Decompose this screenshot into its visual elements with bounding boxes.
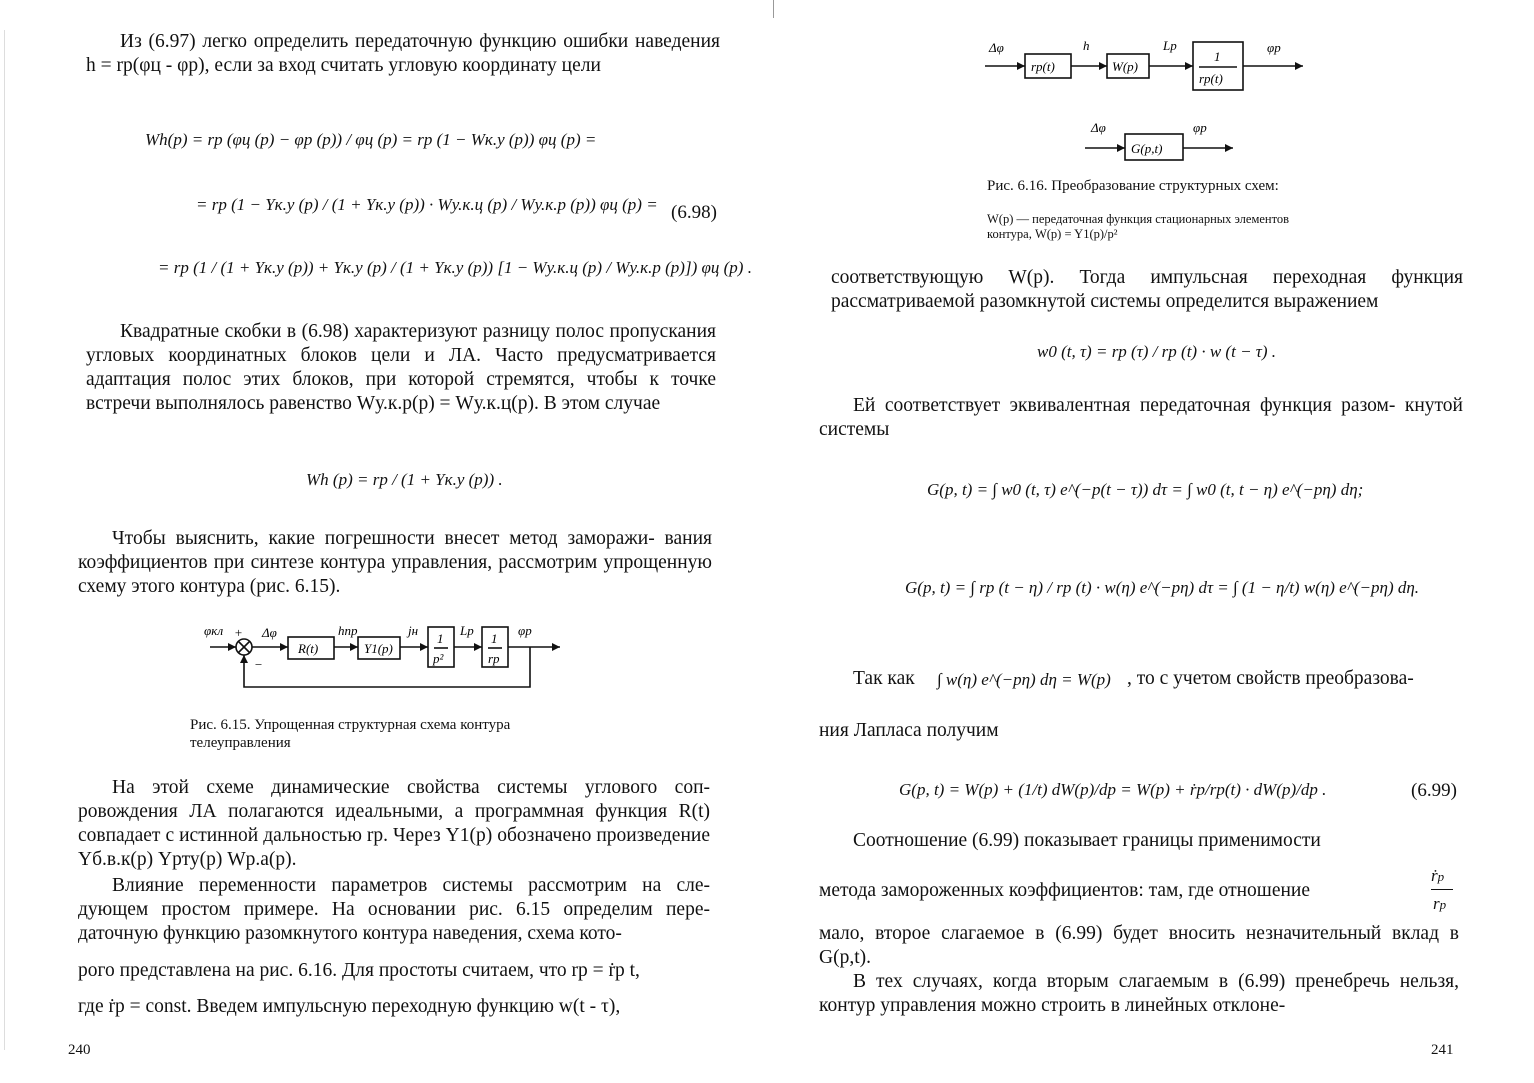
text-block4-num: 1 xyxy=(491,631,498,646)
label-h: h xyxy=(1083,38,1090,53)
caption-6-15: Рис. 6.15. Упрощенная структурная схема контура телеуправления xyxy=(190,717,511,751)
paragraph-cases: В тех случаях, когда вторым слагаемым в (6.99) пренебречь нельзя, контур управления можно строить в линейных отклоне- xyxy=(819,971,1459,1016)
paragraph-freeze: Чтобы выяснить, какие погрешности внесет метод заморажи- вания коэффициентов при синтезе контура управления, рассмотрим упрощенную схему этого контура (рис. 6.15). xyxy=(78,528,712,597)
paragraph-applicability-b: метода замороженных коэффициентов: там, где отношение xyxy=(819,880,1311,901)
ratio-fraction: ṙр xyxy=(1431,866,1445,885)
label-out-b: φр xyxy=(1193,120,1207,135)
equation-g-2: G(p, t) = ∫ rр (t − η) / rр (t) · w(η) e^(−pη) dτ = ∫ (1 − η/t) w(η) e^(−pη) dη. xyxy=(905,578,1420,597)
label-in-b: Δφ xyxy=(1091,120,1106,135)
label-input: φкл xyxy=(204,623,224,638)
ratio-bar xyxy=(1431,889,1453,890)
label-h-np: hпр xyxy=(338,623,358,638)
text-since: Так как xyxy=(853,668,915,689)
label-lp: Lр xyxy=(1163,38,1177,53)
paragraph-scheme: На этой схеме динамические свойства системы углового соп- ровождения ЛА полагаются идеальными, а программная функция R(t) совпадает с истинной дальностью rр. Через Y1(p) обозначено произведение Yб.в.к(p) Yрту(p) Wр.а(p). xyxy=(78,777,710,870)
block-diagram-6-15 xyxy=(200,615,570,705)
text-r-t: R(t) xyxy=(298,641,319,656)
page-number-left: 240 xyxy=(68,1042,91,1058)
caption-6-16-body: W(p) — передаточная функция стационарных элементов контура, W(p) = Y1(p)/p² xyxy=(987,212,1290,241)
label-plus: + xyxy=(234,625,243,640)
paragraph-brackets: Квадратные скобки в (6.98) характеризуют разницу полос пропускания угловых координатных блоков цели и ЛА. Часто предусматривается адаптация полос этих блоков, при которой стремятся, чтобы к точке встречи выполнялось равенство Wу.к.р(p) = Wу.к.ц(p). В этом случае xyxy=(86,321,716,414)
paragraph-variability-last: рого представлена на рис. 6.16. Для простоты считаем, что rр = ṙр t, xyxy=(78,960,640,981)
paragraph-variability: Влияние переменности параметров системы рассмотрим на сле- дующем простом примере. На основании рис. 6.15 определим пере- даточную функцию разомкнутого контура наведения, схема кото- xyxy=(78,875,710,944)
eq-line-2: = rр (1 − Yк.у (p) / (1 + Yк.у (p)) · Wу.к.ц (p) / Wу.к.р (p)) φц (p) = xyxy=(196,195,658,214)
equation-number-6-99: (6.99) xyxy=(1411,780,1457,801)
eq-line-3: = rр (1 / (1 + Yк.у (p)) + Yк.у (p) / (1 + Yк.у (p)) [1 − Wу.к.ц (p) / Wу.к.р (p)]) φц (p) . xyxy=(158,258,752,277)
text-y1: Y1(p) xyxy=(364,641,393,656)
text-block3-num: 1 xyxy=(437,631,444,646)
label-j-n: jн xyxy=(408,623,419,638)
label-phi-p: φр xyxy=(518,623,532,638)
block-diagram-6-16-bottom xyxy=(1085,118,1245,168)
eq-line-1: Wh(p) = rр (φц (p) − φр (p)) / φц (p) = rр (1 − Wк.у (p)) φц (p) = xyxy=(145,130,597,149)
paragraph-applicability-c: мало, второе слагаемое в (6.99) будет вносить незначительный вклад в G(p,t). xyxy=(819,923,1459,968)
label-in-a: Δφ xyxy=(989,40,1004,55)
text-block4-den: rр xyxy=(488,651,500,666)
text-g-p-t: G(p,t) xyxy=(1131,141,1163,156)
text-w-p: W(p) xyxy=(1112,59,1138,74)
equation-laplace: ∫ w(η) e^(−pη) dη = W(p) xyxy=(937,670,1111,689)
label-minus: − xyxy=(254,657,263,672)
paragraph-variability-end: где ṙр = const. Введем импульсную переходную функцию w(t - τ), xyxy=(78,996,621,1017)
paragraph-equivalent: Ей соответствует эквивалентная передаточная функция разом- кнутой системы xyxy=(819,395,1463,440)
label-l-p: Lр xyxy=(460,623,474,638)
equation-6-99: G(p, t) = W(p) + (1/t) dW(p)/dp = W(p) + ṙр/rр(t) · dW(p)/dp . xyxy=(899,780,1327,799)
text-laplace-end: ния Лапласа получим xyxy=(819,720,999,741)
equation-g-1: G(p, t) = ∫ w0 (t, τ) e^(−p(t − τ)) dτ = ∫ w0 (t, t − η) e^(−pη) dη; xyxy=(927,480,1364,499)
right-page xyxy=(767,0,1534,1083)
equation-w0: w0 (t, τ) = rр (τ) / rр (t) · w (t − τ) . xyxy=(1037,342,1277,361)
caption-6-16-title: Рис. 6.16. Преобразование структурных схем: xyxy=(987,178,1279,194)
page-number-right: 241 xyxy=(1431,1042,1454,1058)
text-b3-den: rр(t) xyxy=(1199,71,1223,86)
block-diagram-6-16-top xyxy=(985,36,1315,96)
text-block3-den: p² xyxy=(433,651,444,666)
text-b3-num: 1 xyxy=(1214,49,1221,64)
label-out-a: φр xyxy=(1267,40,1281,55)
ratio-den: rр xyxy=(1433,894,1447,913)
intro-paragraph: Из (6.97) легко определить передаточную функцию ошибки наведения h = rр(φц - φр), если за вход считать угловую координату цели xyxy=(86,31,720,76)
equation-wh: Wh (p) = rр / (1 + Yк.у (p)) . xyxy=(306,470,503,489)
paragraph-impulse: соответствующую W(p). Тогда импульсная переходная функция рассматриваемой разомкнутой системы определится выражением xyxy=(831,267,1463,312)
text-laplace-cont: , то с учетом свойств преобразова- xyxy=(1127,668,1414,689)
paragraph-applicability-a: Соотношение (6.99) показывает границы применимости xyxy=(853,830,1321,851)
text-rp-t: rр(t) xyxy=(1031,59,1055,74)
label-delta-phi: Δφ xyxy=(262,625,277,640)
equation-number: (6.98) xyxy=(671,202,717,223)
